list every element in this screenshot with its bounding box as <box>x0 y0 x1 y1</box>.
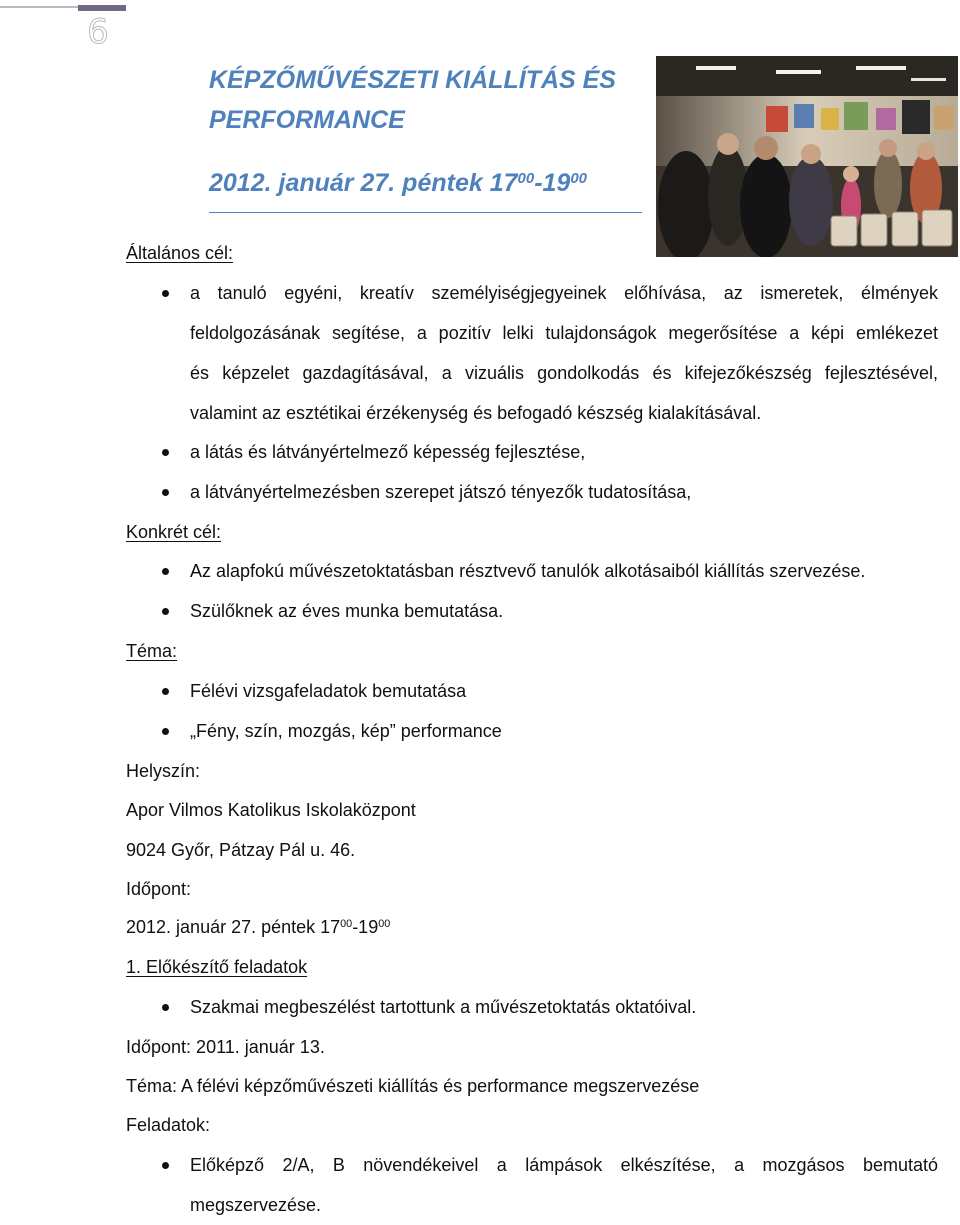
general-goal-bullet-3: a látványértelmezésben szerepet játszó tényezők tudatosítása, <box>190 482 692 502</box>
bullet-icon <box>162 290 169 297</box>
prep-date-line: Időpont: 2011. január 13. <box>126 1037 325 1057</box>
time-heading: Időpont: <box>126 879 192 899</box>
bullet-icon <box>162 1162 169 1169</box>
general-goal-bullet-1: a tanuló egyéni, kreatív személyiségjegyeinek előhívása, az ismeretek, élmények feldolgozásának segítése, a pozitív lelki tulajdonságok megerősítése a képi emlékezet és képzelet gazdagításával, a vizuális gondolkodás és kifejezőkészség fejlesztésével, valamint az esztétikai érzékenység és befogadó készség kialakításával. <box>190 283 938 423</box>
theme-heading: Téma: <box>126 641 178 661</box>
title-date: 2012. január 27. péntek $17^{00}-19^{00}$ <box>209 169 588 197</box>
header-rule-light <box>0 6 78 8</box>
theme-bullet-2: „Fény, szín, mozgás, kép” performance <box>190 721 502 741</box>
prep-heading: 1. Előkészítő feladatok <box>126 957 308 977</box>
prep-theme-line: Téma: A félévi képzőművészeti kiállítás és performance megszervezése <box>126 1076 700 1096</box>
bullet-icon <box>162 449 169 456</box>
page-number: 6 <box>87 12 109 52</box>
specific-goal-heading: Konkrét cél: <box>126 522 222 542</box>
general-goal-heading: Általános cél: <box>126 243 234 263</box>
bullet-icon <box>162 489 169 496</box>
specific-goal-bullet-2: Szülőknek az éves munka bemutatása. <box>190 601 504 621</box>
specific-goal-bullet-1: Az alapfokú művészetoktatásban résztvevő tanulók alkotásaiból kiállítás szervezése. <box>190 561 866 581</box>
venue-heading: Helyszín: <box>126 761 201 781</box>
header-rule-dark <box>78 5 126 11</box>
bullet-icon <box>162 568 169 575</box>
exhibition-crowd-photo <box>656 56 958 257</box>
prep-bullet-1: Szakmai megbeszélést tartottunk a művészetoktatás oktatóival. <box>190 997 697 1017</box>
theme-bullet-1: Félévi vizsgafeladatok bemutatása <box>190 681 467 701</box>
bullet-icon <box>162 608 169 615</box>
bullet-icon <box>162 1004 169 1011</box>
tasks-heading: Feladatok: <box>126 1115 211 1135</box>
general-goal-bullet-2: a látás és látványértelmező képesség fejlesztése, <box>190 442 586 462</box>
title-underline <box>209 212 642 213</box>
bullet-icon <box>162 688 169 695</box>
document-title: KÉPZŐMŰVÉSZETI KIÁLLÍTÁS ÉS PERFORMANCE <box>209 66 616 134</box>
time-value: 2012. január 27. péntek $17^{00}-19^{00}$ <box>126 917 391 937</box>
bullet-icon <box>162 728 169 735</box>
venue-address: 9024 Győr, Pátzay Pál u. 46. <box>126 840 356 860</box>
venue-name: Apor Vilmos Katolikus Iskolaközpont <box>126 800 416 820</box>
task-1: Előképző 2/A, B növendékeivel a lámpások elkészítése, a mozgásos bemutató megszervezése. <box>190 1155 938 1215</box>
